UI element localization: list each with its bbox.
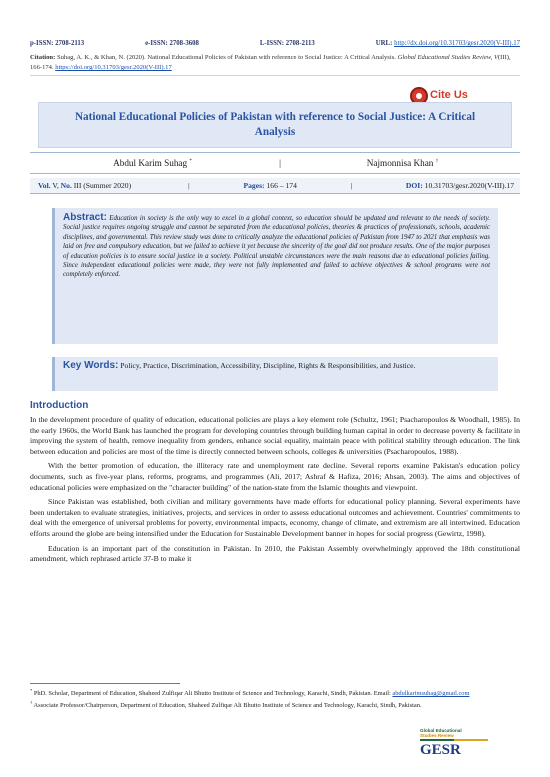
abstract-heading: Abstract: [63,212,107,223]
author-1 [30,158,275,168]
footnote-1: * PhD. Scholar, Department of Education, Shaheed Zulfiqar Ali Bhutto Institute of Science and Technology, Karachi, Sindh, Pakistan. Email: abdulkarimsuhag@gmail.com [30,688,470,698]
pages-info: Pages: 166 – 174 [243,181,297,190]
doi-info: DOI: 10.31703/gesr.2020(V-III).17 [405,181,514,190]
author-2-mark: † [435,158,439,164]
pissn: p-ISSN: 2708-2113 [30,40,85,47]
title-box [38,102,512,148]
abstract-text: Education in society is the only way to excel in a global context, so education should be updated and relevant to the needs of society. Social justice requires ongoing struggle and cannot be separated from the educational policies, theories & practices of professionals, schools, academic disciplines, and governmental. This review study was done to critically analyze the educational policies of Pakistan from 1947 to 2021 that emphasis was laid on free and compulsory education, but we failed to achieve it yet because the sincerity of the goal did not produce results. One of the major purposes of education policies is to ensure social justice in a society. Political unstable circumstances were the main reasons due to educational policies failing. Since independent educational policies were made, they were not fully implemented and failed to achieve objectives & school programs were not completely enforced. [63,215,490,279]
keywords-heading: Key Words: [63,360,119,371]
author-2-name: Najmonnisa Khan [366,158,434,168]
logo-line-1: Global Educational [420,728,462,733]
citation-journal: Global Educational Studies Review, V [397,54,498,61]
introduction-heading: Introduction [30,400,89,411]
citation-block [30,53,520,76]
url-group [376,40,520,47]
paragraph: With the better promotion of education, the illiteracy rate and unemployment rate decline. Several reports examine Pakistan's education policy documents, such as five-year plans, reforms, programs, and programmes (Ali, 2017; Ashraf & Hafiza, 2016; Ahsan, 2003). The aims and objectives of educational policies were emphasized on the "character building" of the nation-state from the Islamic thoughts and viewpoint. [30,461,520,492]
meta-row: Vol. V, No. III (Summer 2020) | Pages: 166 – 174 | DOI: 10.31703/gesr.2020(V-III).17 [30,178,520,194]
paper-title: National Educational Policies of Pakistan with reference to Social Justice: A Critical Analysis [74,111,476,138]
author-2 [285,158,520,168]
citation-doi-link[interactable]: https://doi.org/10.31703/gesr.2020(V-III).17 [55,64,172,71]
logo-abbr: GESR [420,742,461,758]
footnote-2: † Associate Professor/Chairperson, Department of Education, Shaheed Zulfiqar Ali Bhutto Institute of Science and Technology, Karachi, Sindh, Pakistan. [30,700,422,710]
keywords-box [52,357,498,391]
citation-rest: (III), 166-174. [30,54,511,71]
citation-label: Citation: [30,54,56,61]
introduction-body [30,415,520,569]
keywords-text: Policy, Practice, Discrimination, Accessibility, Discipline, Rights & Responsibilities, and Justice. [120,361,416,370]
issn-bar [30,40,520,47]
citation-text: Suhag, A. K., & Khan, N. (2020). National Educational Policies of Pakistan with reference to Social Justice: A Critical Analysis. [56,54,396,61]
paragraph: Since Pakistan was established, both civilian and military governments have made efforts for educational policy planning. Several experiments have been undertaken to evaluate strategies, initiatives, projects, and services in order to assess educational outcomes and achievement. Countries' commitments to deal with the emergence of universal problems for poverty, environmental impacts, economy, change of climate, and extremism are all intertwined. Education efforts around the globe are being intensified under the Education for Sustainable Development banner in hopes for social progress (Gewirtz, 1998). [30,497,520,538]
footnotes [30,686,520,710]
volume-info: Vol. V, No. III (Summer 2020) [38,181,132,190]
lissn: L-ISSN: 2708-2113 [259,40,315,47]
url-label: URL: [375,40,393,47]
abstract-box [52,208,498,344]
logo-line-2: Studies Review [420,733,454,738]
paragraph: In the development procedure of quality of education, educational policies are plays a key element role (Schultz, 1961; Psacharopoulos & Woodhall, 1985). In the early 1960s, the World Bank has launched the program for developing countries through building human capital in order to decrease poverty & facilitate in improving the system of health, remove inequality from genders, enhance social equality, maintain peace with political stability through education. The link between education and policies are most of the time is directly connected between schools, colleges & universities (Psacharopoulos, 1988). [30,415,520,456]
url-link[interactable]: http://dx.doi.org/10.31703/gesr.2020(V-III).17 [394,40,520,47]
cite-us-label: Cite Us [430,89,468,101]
journal-logo [420,728,488,764]
footnote-rule [30,683,180,684]
email-link[interactable]: abdulkarimsuhag@gmail.com [392,690,470,698]
author-1-name: Abdul Karim Suhag [113,158,188,168]
author-separator: | [279,158,281,168]
eissn: e-ISSN: 2708-3608 [145,40,199,47]
author-1-mark: * [189,158,192,164]
paragraph: Education is an important part of the constitution in Pakistan. In 2010, the Pakistan Assembly overwhelmingly approved the 18th constitutional amendment, which rephrased article 37-B to make it [30,543,520,564]
authors-row [30,152,520,174]
